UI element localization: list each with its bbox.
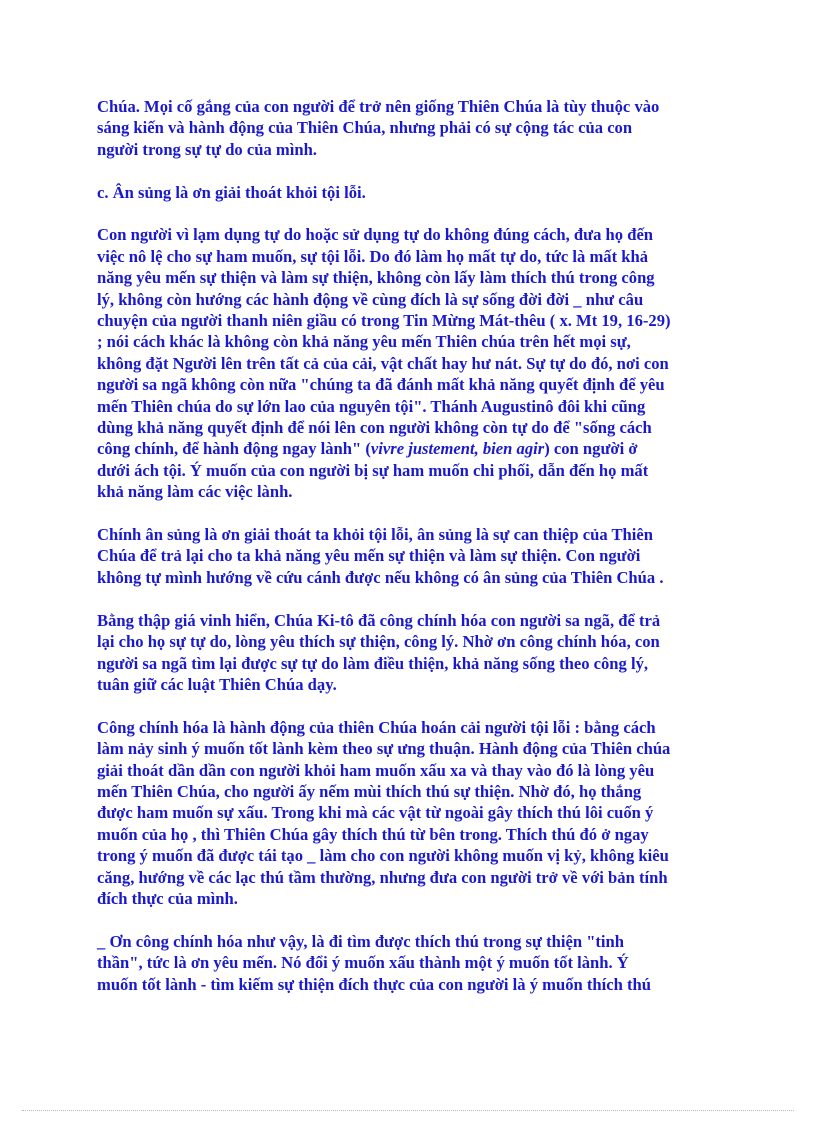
page-bottom-divider [22, 1110, 794, 1111]
document-page [97, 96, 737, 1016]
paragraph-text-before-italic: Con người vì lạm dụng tự do hoặc sử dụng tự do không đúng cách, đưa họ đến việc nô lệ cho sự ham muốn, sự tội lỗi. Do đó làm họ mất tự do, tức là mất khả năng yêu mến sự thiện và làm sự thiện, không còn lấy làm thích thú trong công lý, không còn hướng các hành động về cùng đích là sự sống đời đời _ như câu chuyện của người thanh niên giầu có trong Tin Mừng Mát-thêu ( x. Mt 19, 16-29) ; nói cách khác là không còn khả năng yêu mến Thiên chúa trên hết mọi sự, không đặt Người lên trên tất cả của cải, vật chất hay hư nát. Sự tự do đó, nơi con người sa ngã không còn nữa "chúng ta đã đánh mất khả năng quyết định để yêu mến Thiên chúa do sự lớn lao của nguyên tội". Thánh Augustinô đôi khi cũng dùng khả năng quyết định để nói lên con người không còn tự do để "sống cách công chính, để hành động ngay lành" ( [97, 225, 671, 459]
paragraph-text-after-italic: ) con người ở dưới ách tội. Ý muốn của con người bị sự ham muốn chi phối, dẫn đến họ mất khả năng làm các việc lành. [97, 439, 649, 502]
paragraph-grace-liberation: Chính ân sủng là ơn giải thoát ta khỏi tội lỗi, ân sủng là sự can thiệp của Thiên Chúa để trả lại cho ta khả năng yêu mến sự thiện và làm sự thiện. Con người không tự mình hướng về cứu cánh được nếu không có ân sủng của Thiên Chúa . [97, 525, 664, 587]
paragraph-cross-justification: Bằng thập giá vinh hiển, Chúa Ki-tô đã công chính hóa con người sa ngã, để trả lại cho họ sự tự do, lòng yêu thích sự thiện, công lý. Nhờ ơn công chính hóa, con người sa ngã tìm lại được sự tự do làm điều thiện, khả năng sống theo công lý, tuân giữ các luật Thiên Chúa dạy. [97, 610, 661, 694]
paragraph-intro-continuation: Chúa. Mọi cố gắng của con người để trở nên giống Thiên Chúa là tùy thuộc vào sáng kiến và hành động của Thiên Chúa, nhưng phải có sự cộng tác của con người trong sự tự do của mình. [97, 97, 660, 159]
paragraph-justification-definition: Công chính hóa là hành động của thiên Chúa hoán cải người tội lỗi : bằng cách làm nảy sinh ý muốn tốt lành kèm theo sự ưng thuận. Hành động của Thiên chúa giải thoát dần dần con người khỏi ham muốn xấu xa và thay vào đó là lòng yêu mến Thiên Chúa, cho người ấy nếm mùi thích thú sự thiện. Nhờ đó, họ thắng được ham muốn sự xấu. Trong khi mà các vật từ ngoài gây thích thú lôi cuốn ý muốn của họ , thì Thiên Chúa gây thích thú từ bên trong. Thích thú đó ở ngay trong ý muốn đã được tái tạo _ làm cho con người không muốn vị kỷ, không kiêu căng, hướng về các lạc thú tầm thường, nhưng đưa con người trở về với bản tính đích thực của mình. [97, 717, 671, 908]
italic-french-phrase: vivre justement, bien agir [370, 439, 545, 459]
section-heading-c: c. Ân sủng là ơn giải thoát khỏi tội lỗi. [97, 182, 366, 202]
paragraph-abuse-of-freedom [97, 224, 737, 502]
paragraph-justification-joy: _ Ơn công chính hóa như vậy, là đi tìm được thích thú trong sự thiện "tinh thần", tức là ơn yêu mến. Nó đổi ý muốn xấu thành một ý muốn tốt lành. Ý muốn tốt lành - tìm kiếm sự thiện đích thực của con người là ý muốn thích thú [97, 931, 651, 994]
